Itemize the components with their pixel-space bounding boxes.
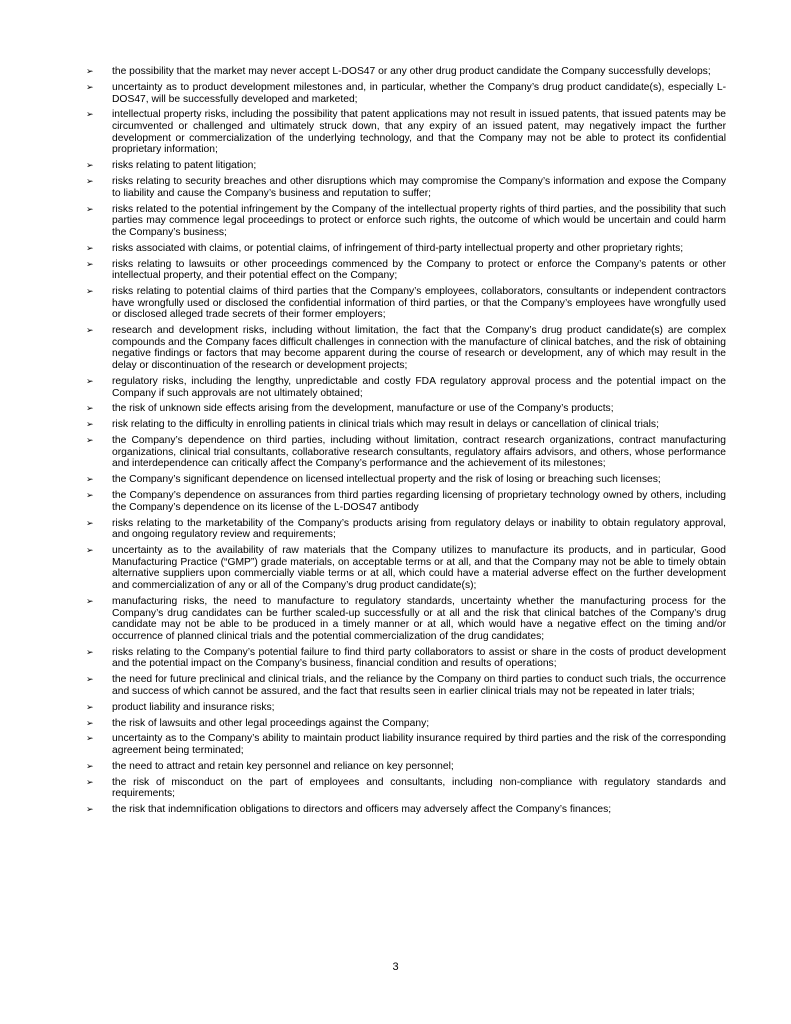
- list-item: [86, 474, 726, 486]
- arrow-bullet-icon: ➢: [86, 286, 94, 296]
- list-item: [86, 545, 726, 592]
- list-item-text: risks relating to security breaches and other disruptions which may compromise the Company’s information and expose the Company to liability and cause the Company’s business and reputation to suffer;: [112, 176, 726, 199]
- list-item: [86, 718, 726, 730]
- arrow-bullet-icon: ➢: [86, 109, 94, 120]
- list-item: [86, 176, 726, 199]
- list-item: [86, 82, 726, 105]
- arrow-bullet-icon: ➢: [86, 474, 94, 485]
- list-item-text: regulatory risks, including the lengthy, unpredictable and costly FDA regulatory approval process and the potential impact on the Company if such approvals are not ultimately obtained;: [112, 375, 726, 399]
- arrow-bullet-icon: ➢: [86, 674, 94, 685]
- list-item-text: risks relating to lawsuits or other proceedings commenced by the Company to protect or enforce the Company’s patents or other intellectual property, and their potential effect on the Company;: [112, 258, 726, 282]
- arrow-bullet-icon: ➢: [86, 595, 94, 606]
- list-item-text: the Company’s significant dependence on licensed intellectual property and the risk of losing or breaching such licenses;: [112, 474, 661, 486]
- list-item: [86, 647, 726, 670]
- risk-factor-list: [86, 66, 726, 820]
- arrow-bullet-icon: ➢: [86, 176, 94, 186]
- arrow-bullet-icon: ➢: [86, 203, 94, 214]
- list-item: [86, 259, 726, 282]
- arrow-bullet-icon: ➢: [86, 242, 94, 253]
- arrow-bullet-icon: ➢: [86, 419, 94, 430]
- list-item: [86, 777, 726, 800]
- list-item-text: the risk of misconduct on the part of employees and consultants, including non-compliance with regulatory standards and requirements;: [112, 776, 726, 800]
- arrow-bullet-icon: ➢: [86, 717, 94, 728]
- list-item-text: the possibility that the market may never accept L-DOS47 or any other drug product candidate the Company successfully develops;: [112, 66, 711, 77]
- arrow-bullet-icon: ➢: [86, 733, 94, 744]
- list-item-text: the need to attract and retain key personnel and reliance on key personnel;: [112, 760, 454, 772]
- arrow-bullet-icon: ➢: [86, 160, 94, 171]
- list-item-text: risks relating to patent litigation;: [112, 160, 257, 172]
- list-item: [86, 761, 726, 773]
- list-item: [86, 109, 726, 156]
- list-item-text: uncertainty as to the availability of raw materials that the Company utilizes to manufacture its products, and in particular, Good Manufacturing Practice (“GMP”) grade materials, on acceptable terms or at all, and that the Company may not be able to timely obtain alternative suppliers upon commercially viable terms or at all, which could have a material adverse effect on the further development and commercialization of any or all of the Company’s drug product candidate(s);: [112, 545, 726, 592]
- list-item: [86, 403, 726, 415]
- list-item-text: risk relating to the difficulty in enrolling patients in clinical trials which may result in delays or cancellation of clinical trials;: [112, 419, 659, 431]
- list-item: [86, 286, 726, 321]
- arrow-bullet-icon: ➢: [86, 66, 94, 76]
- list-item: [86, 596, 726, 643]
- arrow-bullet-icon: ➢: [86, 403, 94, 414]
- list-item-text: intellectual property risks, including the possibility that patent applications may not result in issued patents, that issued patents may be circumvented or challenged and ultimately struck down, that any expiry of an issued patent, may negatively impact the further development or commercialization of the underlying technology, and that the Company may not be able to protect its confidential proprietary information;: [112, 109, 726, 156]
- list-item-text: risks related to the potential infringement by the Company of the intellectual property rights of third parties, and the possibility that such parties may commence legal proceedings to protect or enforce such rights, the outcome of which would be uncertain and could harm the Company’s business;: [112, 203, 726, 238]
- list-item: [86, 674, 726, 697]
- arrow-bullet-icon: ➢: [86, 545, 94, 556]
- list-item-text: product liability and insurance risks;: [112, 701, 275, 713]
- list-item-text: research and development risks, including without limitation, the fact that the Company’s drug product candidate(s) are complex compounds and the Company faces difficult challenges in connection with the manufacture of clinical batches, and the risk of obtaining negative findings or factors that may become apparent during the course of research or development, any of which may result in the delay or discontinuation of the research or development projects;: [112, 325, 726, 372]
- arrow-bullet-icon: ➢: [86, 804, 94, 815]
- list-item: [86, 419, 726, 431]
- list-item: [86, 243, 726, 255]
- list-item: [86, 376, 726, 399]
- list-item-text: uncertainty as to product development milestones and, in particular, whether the Company’s drug product candidate(s), especially L-DOS47, will be successfully developed and marketed;: [112, 81, 726, 105]
- arrow-bullet-icon: ➢: [86, 435, 94, 446]
- list-item: [86, 325, 726, 372]
- arrow-bullet-icon: ➢: [86, 375, 94, 386]
- arrow-bullet-icon: ➢: [86, 325, 94, 336]
- list-item: [86, 518, 726, 541]
- list-item-text: the Company’s dependence on third parties, including without limitation, contract research organizations, contract manufacturing organizations, clinical trial consultants, collaborative research consultants, regulatory affairs advisors, and others, whose performance and interdependence can critically affect the Company’s performance and the achievement of its milestones;: [112, 435, 726, 470]
- list-item: [86, 702, 726, 714]
- list-item-text: risks relating to potential claims of third parties that the Company’s employees, collaborators, consultants or independent contractors have wrongfully used or disclosed the confidential information of third parties, or that the Company’s employees have wrongfully used or disclosed alleged trade secrets of their former employers;: [112, 286, 726, 321]
- list-item: [86, 66, 726, 78]
- arrow-bullet-icon: ➢: [86, 81, 94, 92]
- list-item: [86, 435, 726, 470]
- arrow-bullet-icon: ➢: [86, 258, 94, 269]
- list-item: [86, 490, 726, 513]
- list-item: [86, 160, 726, 172]
- arrow-bullet-icon: ➢: [86, 760, 94, 771]
- list-item: [86, 733, 726, 756]
- list-item-text: risks associated with claims, or potential claims, of infringement of third-party intellectual property and other proprietary rights;: [112, 242, 684, 254]
- arrow-bullet-icon: ➢: [86, 517, 94, 528]
- list-item: [86, 204, 726, 239]
- page-number: 3: [392, 961, 399, 973]
- list-item-text: the risk that indemnification obligations to directors and officers may adversely affect the Company’s finances;: [112, 804, 612, 816]
- list-item-text: risks relating to the marketability of the Company’s products arising from regulatory delays or inability to obtain regulatory approval, and ongoing regulatory review and requirements;: [112, 517, 726, 541]
- list-item-text: the need for future preclinical and clinical trials, and the reliance by the Company on third parties to conduct such trials, the occurrence and success of which cannot be assured, and the fact that results seen in earlier clinical trials may not be repeated in later trials;: [112, 674, 726, 697]
- list-item: [86, 804, 726, 816]
- list-item-text: uncertainty as to the Company’s ability to maintain product liability insurance required by third parties and the risk of the corresponding agreement being terminated;: [112, 733, 726, 757]
- list-item-text: manufacturing risks, the need to manufacture to regulatory standards, uncertainty whether the manufacturing process for the Company’s drug candidates can be further scaled-up successfully or at all and the risk that clinical batches of the Company’s drug candidate may not be able to be produced in a timely manner or at all, which would have a negative effect on the timing and/or occurrence of planned clinical trials and the potential commercialization of the drug candidates;: [112, 595, 726, 642]
- list-item-text: the risk of lawsuits and other legal proceedings against the Company;: [112, 717, 430, 729]
- arrow-bullet-icon: ➢: [86, 646, 94, 657]
- list-item-text: the Company’s dependence on assurances from third parties regarding licensing of proprietary technology owned by others, including the Company’s dependence on its license of the L-DOS47 antibody: [112, 490, 726, 513]
- arrow-bullet-icon: ➢: [86, 776, 94, 787]
- arrow-bullet-icon: ➢: [86, 701, 94, 712]
- list-item-text: risks relating to the Company’s potential failure to find third party collaborators to assist or share in the costs of product development and the potential impact on the Company’s business, financial condition and results of operations;: [112, 646, 726, 670]
- arrow-bullet-icon: ➢: [86, 490, 94, 501]
- list-item-text: the risk of unknown side effects arising from the development, manufacture or use of the Company’s products;: [112, 403, 614, 415]
